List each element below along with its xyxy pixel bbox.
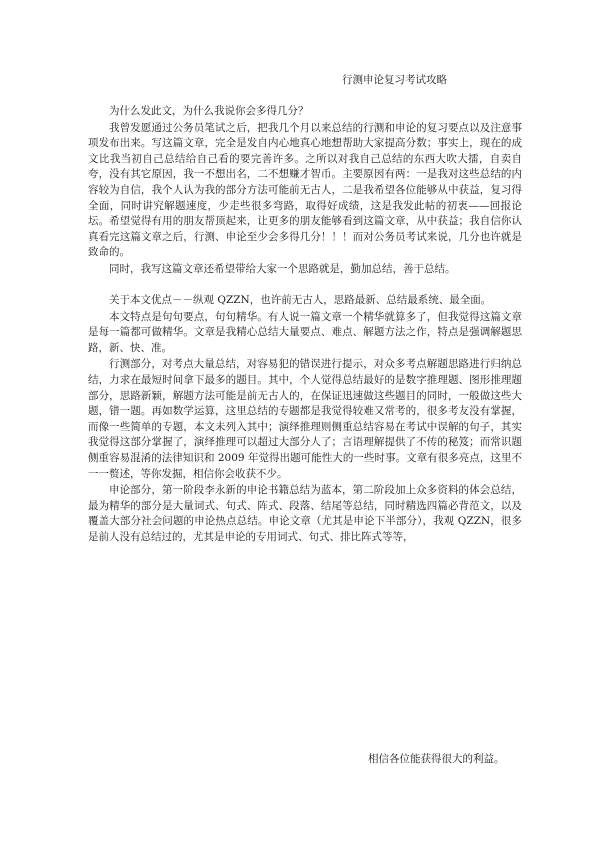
advantages-paragraph-1: 本文特点是句句要点，句句精华。有人说一篇文章一个精华就算多了，但我觉得这篇文章是每一篇都可做精华。文章是我精心总结大量要点、难点、解题方法之作，特点是强调解题思路，新、快、准。 (88, 310, 522, 354)
advantages-section (88, 293, 522, 547)
advantages-paragraph-3: 申论部分，第一阶段李永新的申论书籍总结为蓝本，第二阶段加上众多资料的体会总结，最为精华的部分是大量词式、句式、阵式、段落、结尾等总结，同时精选四篇必背范文，以及覆盖大部分社会问题的申论热点总结。申论文章（尤其是申论下半部分），我观 QZZN，很多是前人没有总结过的，尤其是申论的专用词式、句式、排比阵式等等， (88, 484, 522, 543)
intro-paragraph-1: 我曾发愿通过公务员笔试之后，把我几个月以来总结的行测和申论的复习要点以及注意事项发布出来。写这篇文章，完全是发自内心地真心地想帮助大家提高分数；事实上，现在的成文比我当初自己总结给自己看的要完善许多。之所以对我自己总结的东西大吹大擂，自卖自夸，没有其它原因，我一不想出名，二不想赚才智币。主要原因有两：一是我对这些总结的内容较为自信，我个人认为我的部分方法可能前无古人，二是我希望各位能够从中获益，复习得全面，同时讲究解题速度，少走些很多弯路，取得好成绩，这是我发此帖的初衷——回报论坛。希望觉得有用的朋友帮顶起来，让更多的朋友能够看到这篇文章，从中获益；我自信你认真看完这篇文章之后，行测、申论至少会多得几分！！！而对公务员考试来说，几分也许就是致命的。 (88, 121, 522, 259)
closing-line: 相信各位能获得很大的利益。 (368, 753, 505, 765)
document-title: 行测申论复习考试攻略 (342, 74, 447, 86)
intro-section (88, 104, 522, 279)
intro-question: 为什么发此文，为什么我说你会多得几分？ (109, 105, 309, 117)
intro-paragraph-2: 同时，我写这篇文章还希望带给大家一个思路就是，勤加总结，善于总结。 (109, 262, 456, 275)
advantages-heading: 关于本文优点－－纵观 QZZN，也许前无古人，思路最新、总结最系统、最全面。 (109, 294, 492, 306)
advantages-paragraph-2: 行测部分，对考点大量总结，对容易犯的错误进行提示，对众多考点解题思路进行归纳总结，力求在最短时间拿下最多的题目。其中，个人觉得总结最好的是数字推理题、图形推理题部分，思路新颖，解题方法可能是前无古人的，在保证迅速做这些题目的同时，一般做这些大题，错一题。再如数学运算，这里总结的专题都是我觉得较难又常考的，很多考友没有掌握，而像一些简单的专题，本文未列入其中；演绎推理则侧重总结容易在考试中误解的句子，其实我觉得这部分掌握了，演绎推理可以超过大部分人了；言语理解提供了不传的秘笈；而常识题侧重容易混淆的法律知识和 2009 年觉得出题可能性大的一些时事。文章有很多亮点，这里不一一赘述，等你发掘，相信你会收获不少。 (88, 358, 522, 480)
